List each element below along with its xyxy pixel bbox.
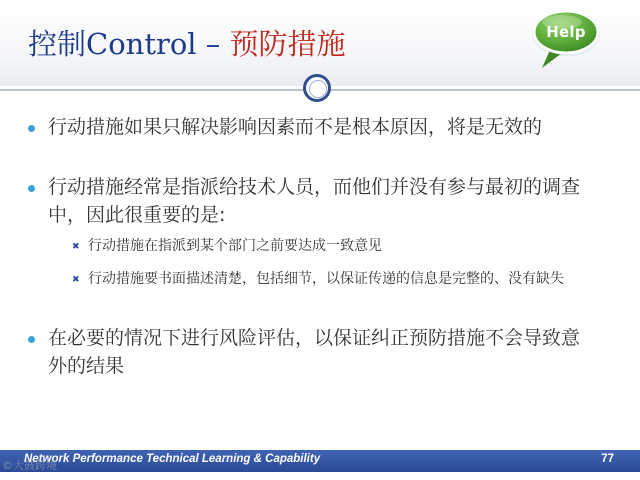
title-main: 控制Control [28,27,197,61]
sub-bullet-text: 行动措施在指派到某个部门之前要达成一致意见 [88,238,382,254]
watermark: ©大鼓跨境 [2,459,57,472]
footer-text: Network Performance Technical Learning & Capability [24,453,321,465]
title-separator: – [196,27,230,61]
title-accent: 预防措施 [229,27,346,61]
page-number: 77 [601,453,614,465]
bullet-marker [28,336,35,343]
bullet-text: 在必要的情况下进行风险评估，以保证纠正预防措施不会导致意外的结果 [48,327,581,377]
bullet-text: 行动措施经常是指派给技术人员，而他们并没有参与最初的调查中，因此很重要的是: [48,176,581,226]
bullet-text: 行动措施如果只解决影响因素而不是根本原因，将是无效的 [48,116,543,138]
bottom-strip [0,472,640,480]
help-label: Help [546,23,586,41]
sub-bullet-marker-icon: ✖ [72,275,80,285]
bullet-marker [28,185,35,192]
sub-bullet-text: 行动措施要书面描述清楚，包括细节，以保证传递的信息是完整的、没有缺失 [88,271,564,287]
bullet-marker [28,125,35,132]
sub-bullet-marker-icon: ✖ [72,242,80,252]
footer-bar [0,450,640,472]
